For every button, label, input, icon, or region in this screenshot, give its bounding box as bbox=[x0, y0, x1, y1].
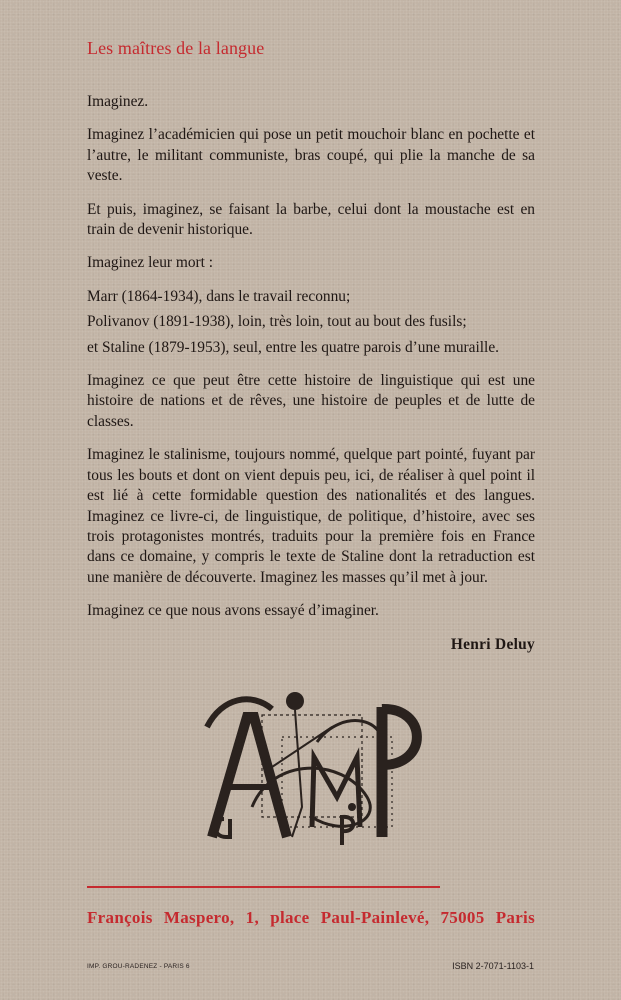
paragraph: Marr (1864-1934), dans le travail reconnu; bbox=[87, 287, 351, 305]
paragraph: Polivanov (1891-1938), loin, très loin, tout au bout des fusils; bbox=[87, 313, 467, 331]
publisher-address: François Maspero, 1, place Paul-Painlevé, 75005 Paris bbox=[87, 908, 535, 927]
divider-rule bbox=[87, 886, 440, 888]
paragraph: Et puis, imaginez, se faisant la barbe, celui dont la moustache est en train de devenir historique. bbox=[87, 200, 535, 239]
paragraph: et Staline (1879-1953), seul, entre les quatre parois d’une muraille. bbox=[87, 338, 500, 356]
signature: Henri Deluy bbox=[450, 635, 535, 653]
isbn: ISBN 2-7071-1103-1 bbox=[452, 961, 534, 971]
page-title: Les maîtres de la langue bbox=[87, 38, 265, 58]
paragraph: Imaginez leur mort : bbox=[87, 254, 214, 272]
maspero-monogram-icon bbox=[192, 687, 432, 847]
paragraph: Imaginez. bbox=[87, 93, 149, 110]
back-cover-text bbox=[87, 92, 535, 668]
paragraph: Imaginez l’académicien qui pose un petit mouchoir blanc en pochette et l’autre, le militant communiste, bras coupé, qui plie la manche de sa veste. bbox=[87, 126, 535, 185]
paragraph: Imaginez ce que nous avons essayé d’imaginer. bbox=[87, 602, 379, 620]
printer-credit: IMP. GROU-RADENEZ - PARIS 6 bbox=[87, 963, 190, 970]
paragraph: Imaginez ce que peut être cette histoire de linguistique qui est une histoire de nations et de rêves, une histoire de peuples et de lutte de classes. bbox=[87, 372, 535, 430]
paragraph: Imaginez le stalinisme, toujours nommé, quelque part pointé, fuyant par tous les bouts et dont on vient depuis peu, ici, de réaliser à quel point il est lié à cette formidable question des nationalités et des langues. Imaginez ce livre-ci, de linguistique, de politique, d’histoire, avec ses trois protagonistes montrés, traduits pour la première fois en France dans ce domaine, y compris le texte de Staline dont la retraduction est une manière de découverte. Imaginez les masses qu’il met à jour. bbox=[87, 446, 535, 586]
